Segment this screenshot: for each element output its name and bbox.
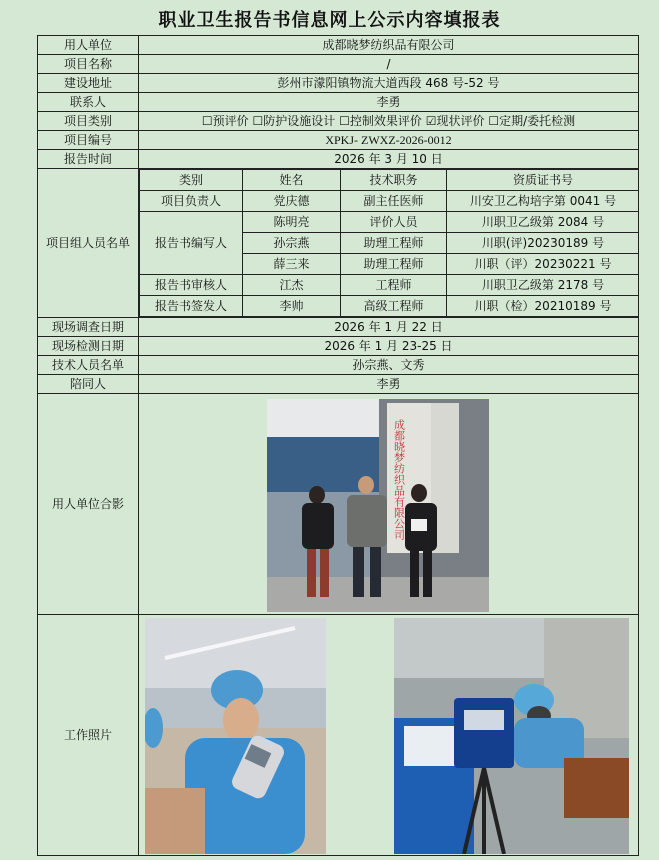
checked-checkbox-icon: ☑ (425, 114, 437, 128)
group-photo (267, 399, 489, 612)
label-team: 项目组人员名单 (38, 169, 139, 318)
label-test-date: 现场检测日期 (38, 337, 139, 356)
label-address: 建设地址 (38, 74, 139, 93)
label-contact: 联系人 (38, 93, 139, 112)
row-employer (38, 36, 639, 55)
row-contact (38, 93, 639, 112)
value-category (139, 112, 639, 131)
row-test-date (38, 337, 639, 356)
page-title: 职业卫生报告书信息网上公示内容填报表 (158, 10, 501, 31)
work-photo-2-image (394, 618, 629, 854)
value-address: 彭州市濛阳镇物流大道西段 468 号-52 号 (139, 74, 639, 93)
value-escort: 李勇 (139, 375, 639, 394)
team-member-title: 助理工程师 (341, 233, 447, 254)
group-photo-image (267, 399, 489, 612)
label-work-photos: 工作照片 (38, 615, 139, 856)
team-member-name: 孙宗燕 (243, 233, 341, 254)
team-member-title: 助理工程师 (341, 254, 447, 275)
row-project-no (38, 131, 639, 150)
team-category: 项目负责人 (140, 191, 243, 212)
team-member-cert: 川职（检）20210189 号 (447, 296, 639, 317)
row-address (38, 74, 639, 93)
label-category: 项目类别 (38, 112, 139, 131)
value-employer: 成都晓梦纺织品有限公司 (139, 36, 639, 55)
table-row (140, 296, 639, 317)
label-project-no: 项目编号 (38, 131, 139, 150)
group-photo-sign-text: 成都晓梦纺织品有限公司 (392, 419, 406, 540)
team-header-title: 技术职务 (341, 170, 447, 191)
team-member-name: 党庆德 (243, 191, 341, 212)
team-cell (139, 169, 639, 318)
team-header-name: 姓名 (243, 170, 341, 191)
label-survey-date: 现场调查日期 (38, 318, 139, 337)
label-employer: 用人单位 (38, 36, 139, 55)
team-category: 报告书编写人 (140, 212, 243, 275)
team-category: 报告书签发人 (140, 296, 243, 317)
team-member-cert: 川职卫乙级第 2178 号 (447, 275, 639, 296)
team-header-row (140, 170, 639, 191)
team-member-name: 江杰 (243, 275, 341, 296)
row-tech-staff (38, 356, 639, 375)
checkbox-icon: ☐ (252, 114, 264, 128)
team-category: 报告书审核人 (140, 275, 243, 296)
team-member-title: 高级工程师 (341, 296, 447, 317)
team-table (139, 169, 639, 317)
value-test-date: 2026 年 1 月 23-25 日 (139, 337, 639, 356)
label-report-date: 报告时间 (38, 150, 139, 169)
team-member-cert: 川安卫乙构培字第 0041 号 (447, 191, 639, 212)
team-header-cert: 资质证书号 (447, 170, 639, 191)
row-survey-date (38, 318, 639, 337)
value-survey-date: 2026 年 1 月 22 日 (139, 318, 639, 337)
work-photos-cell (139, 615, 639, 856)
category-option-control-effect[interactable]: ☐控制效果评价 (339, 114, 422, 128)
value-contact: 李勇 (139, 93, 639, 112)
team-header-category: 类别 (140, 170, 243, 191)
category-option-periodic-test[interactable]: ☐定期/委托检测 (488, 114, 576, 128)
work-photo-2 (394, 618, 629, 854)
team-member-title: 工程师 (341, 275, 447, 296)
team-member-title: 副主任医师 (341, 191, 447, 212)
row-category (38, 112, 639, 131)
label-tech-staff: 技术人员名单 (38, 356, 139, 375)
table-row (140, 212, 639, 233)
table-row (140, 191, 639, 212)
row-work-photos (38, 615, 639, 856)
row-escort (38, 375, 639, 394)
value-project-no: XPKJ- ZWXZ-2026-0012 (139, 131, 639, 150)
team-member-name: 薛三来 (243, 254, 341, 275)
label-group-photo: 用人单位合影 (38, 394, 139, 615)
table-row (140, 275, 639, 296)
value-report-date: 2026 年 3 月 10 日 (139, 150, 639, 169)
label-project-name: 项目名称 (38, 55, 139, 74)
category-option-protection-design[interactable]: ☐防护设施设计 (252, 114, 336, 128)
work-photo-1 (145, 618, 326, 854)
category-option-pre-eval[interactable]: ☐预评价 (201, 114, 249, 128)
checkbox-icon: ☐ (201, 114, 213, 128)
team-member-title: 评价人员 (341, 212, 447, 233)
work-photo-1-image (145, 618, 326, 854)
checkbox-icon: ☐ (488, 114, 500, 128)
checkbox-icon: ☐ (339, 114, 350, 128)
team-member-cert: 川职(评)20230189 号 (447, 233, 639, 254)
row-project-name (38, 55, 639, 74)
label-escort: 陪同人 (38, 375, 139, 394)
group-photo-cell (139, 394, 639, 615)
value-tech-staff: 孙宗燕、文秀 (139, 356, 639, 375)
disclosure-form (37, 35, 639, 856)
row-report-date (38, 150, 639, 169)
category-option-status-eval[interactable]: ☑现状评价 (425, 114, 485, 128)
team-member-name: 李帅 (243, 296, 341, 317)
team-member-cert: 川职（评）20230221 号 (447, 254, 639, 275)
row-group-photo (38, 394, 639, 615)
row-team (38, 169, 639, 318)
value-project-name: / (139, 55, 639, 74)
team-member-name: 陈明亮 (243, 212, 341, 233)
team-member-cert: 川职卫乙级第 2084 号 (447, 212, 639, 233)
